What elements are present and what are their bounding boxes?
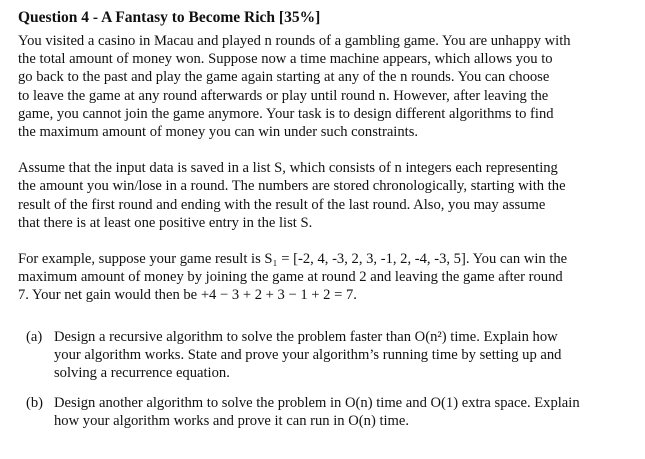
text-line: go back to the past and play the game again starting at any of the n rounds. You can choose (18, 69, 550, 86)
text-line: that there is at least one positive entry in the list S. (18, 214, 313, 231)
example-paragraph (18, 250, 623, 305)
text-line: maximum amount of money by joining the game at round 2 and leaving the game after round (18, 269, 563, 286)
part-marker: (b) (26, 395, 44, 412)
text-line: You visited a casino in Macau and played n rounds of a gambling game. You are unhappy with (18, 33, 571, 49)
text-line: result of the first round and ending with the result of the last round. Also, you may assume (18, 196, 546, 213)
input-assumption-paragraph (18, 159, 623, 232)
question-parts (18, 328, 623, 431)
text-line: the maximum amount of money you can win under such constraints. (18, 124, 419, 141)
text-line: how your algorithm works and prove it can run in O(n) time. (54, 413, 410, 430)
text-line: For example, suppose your game result is S₁ = [-2, 4, -3, 2, 3, -1, 2, -4, -3, 5]. You can win the (18, 251, 568, 268)
text-line: 7. Your net gain would then be +4 − 3 + 2 + 3 − 1 + 2 = 7. (18, 287, 357, 304)
text-line: to leave the game at any round afterwards or play until round n. However, after leaving the (18, 87, 549, 104)
text-line: Assume that the input data is saved in a list S, which consists of n integers each representing (18, 160, 558, 177)
text-line: the amount you win/lose in a round. The numbers are stored chronologically, starting with the (18, 178, 566, 195)
part-text (54, 328, 623, 383)
part-text (54, 394, 623, 430)
question-title: Question 4 - A Fantasy to Become Rich [35%] (18, 9, 321, 26)
part-marker: (a) (26, 328, 43, 345)
text-line: the total amount of money won. Suppose now a time machine appears, which allows you to (18, 51, 553, 68)
intro-paragraph (18, 32, 623, 141)
text-line: solving a recurrence equation. (54, 365, 230, 382)
text-line: game, you cannot join the game anymore. Your task is to design different algorithms to find (18, 105, 554, 122)
text-line: your algorithm works. State and prove your algorithm’s running time by setting up and (54, 346, 562, 363)
text-line: Design a recursive algorithm to solve the problem faster than O(n²) time. Explain how (54, 328, 558, 345)
part-b (26, 394, 623, 430)
question-document (18, 8, 623, 431)
text-line: Design another algorithm to solve the problem in O(n) time and O(1) extra space. Explain (54, 395, 580, 412)
part-a (26, 328, 623, 383)
